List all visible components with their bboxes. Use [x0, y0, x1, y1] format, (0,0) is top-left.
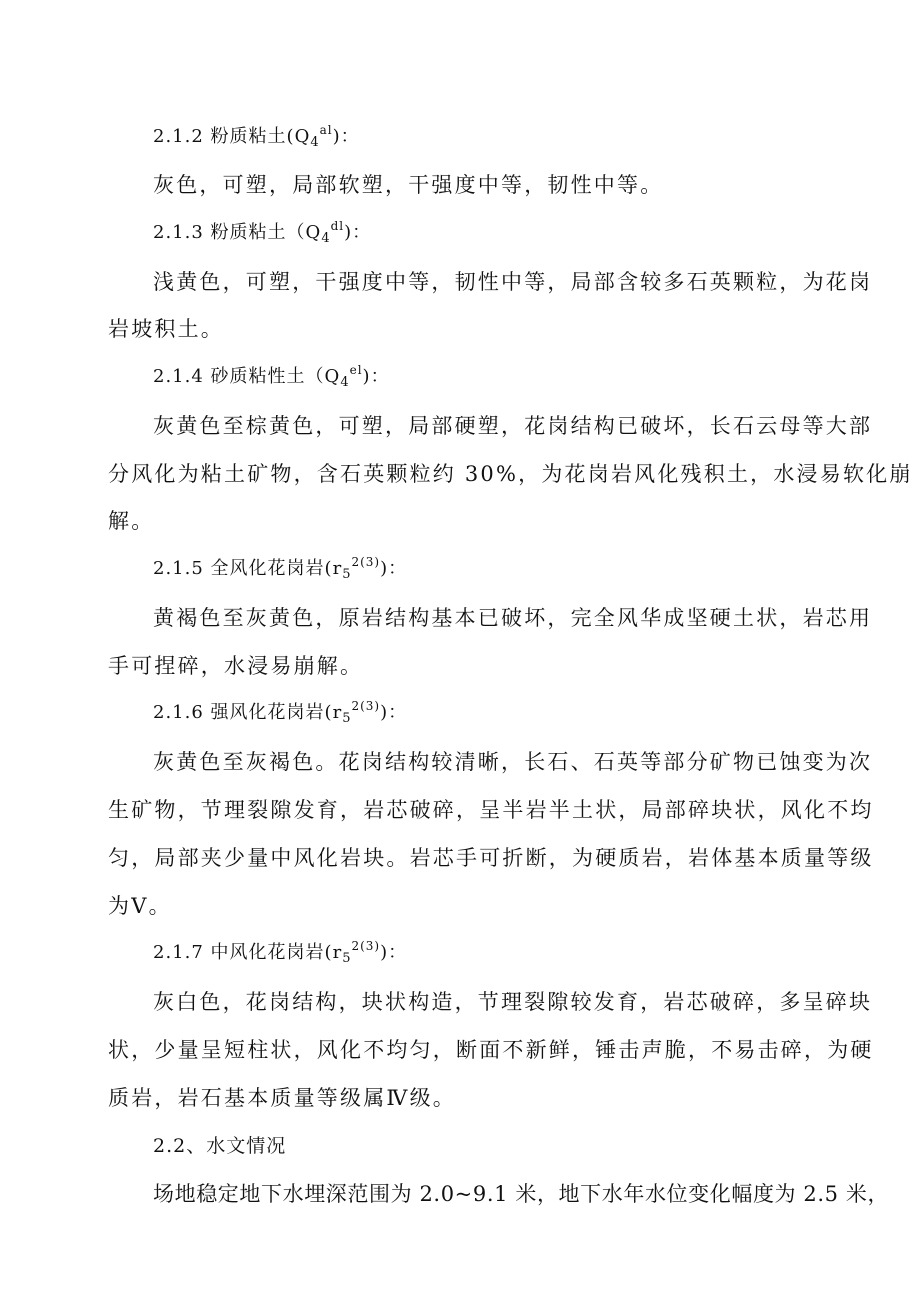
- heading-superscript: 2(3): [351, 555, 381, 569]
- heading-superscript: el: [349, 363, 363, 377]
- heading-number: 2.1.5: [153, 558, 204, 579]
- paragraph-line: 匀，局部夹少量中风化岩块。岩芯手可折断，为硬质岩，岩体基本质量等级: [108, 846, 874, 870]
- paragraph-line: 生矿物，节理裂隙发育，岩芯破碎，呈半岩半土状，局部碎块状，风化不均: [108, 798, 874, 822]
- paragraph-line: 灰色，可塑，局部软塑，干强度中等，韧性中等。: [153, 173, 664, 197]
- paragraph-line: 解。: [108, 509, 155, 533]
- heading-superscript: 2(3): [351, 699, 381, 713]
- heading-subscript: 5: [342, 951, 352, 966]
- heading-title: 粉质粘土(: [210, 126, 295, 147]
- paragraph-line: 灰黄色至灰褐色。花岗结构较清晰，长石、石英等部分矿物已蚀变为次: [153, 750, 873, 774]
- paragraph-line: 浅黄色，可塑，干强度中等，韧性中等，局部含较多石英颗粒，为花岗: [153, 270, 873, 294]
- heading-2-1-4: [153, 362, 390, 390]
- heading-subscript: 5: [342, 711, 352, 726]
- heading-subscript: 4: [340, 375, 350, 390]
- heading-symbol: Q: [294, 126, 311, 147]
- heading-title: 强风化花岗岩(: [210, 702, 333, 723]
- heading-symbol: r: [332, 942, 343, 963]
- heading-number: 2.1.6: [153, 702, 204, 723]
- paragraph-line: 状，少量呈短柱状，风化不均匀，断面不新鲜，锤击声脆，不易击碎，为硬: [108, 1038, 874, 1062]
- heading-number: 2.1.7: [153, 942, 204, 963]
- heading-symbol: r: [332, 702, 343, 723]
- heading-number: 2.1.3: [153, 222, 204, 243]
- heading-number: 2.1.2: [153, 126, 204, 147]
- heading-subscript: 4: [310, 135, 320, 150]
- heading-2-1-6: [153, 698, 407, 726]
- heading-symbol: Q: [305, 222, 322, 243]
- heading-end: )：: [344, 222, 372, 243]
- heading-superscript: dl: [330, 219, 345, 233]
- heading-title: 全风化花岗岩(: [210, 558, 333, 579]
- heading-symbol: Q: [324, 366, 341, 387]
- heading-end: )：: [380, 702, 408, 723]
- paragraph-line: 岩坡积土。: [108, 317, 224, 341]
- heading-end: )：: [362, 366, 390, 387]
- paragraph-line: 为Ⅴ。: [108, 894, 172, 918]
- heading-end: )：: [380, 558, 408, 579]
- heading-title: 中风化花岗岩(: [210, 942, 333, 963]
- heading-number: 2.1.4: [153, 366, 204, 387]
- paragraph-line: 黄褐色至灰黄色，原岩结构基本已破坏，完全风华成坚硬土状，岩芯用: [153, 606, 873, 630]
- heading-superscript: al: [319, 123, 333, 137]
- heading-superscript: 2(3): [351, 939, 381, 953]
- heading-end: )：: [332, 126, 360, 147]
- paragraph-line: 质岩，岩石基本质量等级属Ⅳ级。: [108, 1086, 456, 1110]
- heading-title: 粉质粘土（: [210, 222, 306, 243]
- heading-subscript: 4: [321, 231, 331, 246]
- paragraph-line: 场地稳定地下水埋深范围为 2.0~9.1 米，地下水年水位变化幅度为 2.5 米，: [153, 1182, 890, 1206]
- paragraph-line: 灰黄色至棕黄色，可塑，局部硬塑，花岗结构已破坏，长石云母等大部: [153, 414, 873, 438]
- heading-symbol: r: [332, 558, 343, 579]
- paragraph-line: 灰白色，花岗结构，块状构造，节理裂隙较发育，岩芯破碎，多呈碎块: [153, 990, 873, 1014]
- heading-2-1-7: [153, 938, 407, 966]
- heading-end: )：: [380, 942, 408, 963]
- section-title-2-2: 2.2、水文情况: [153, 1135, 287, 1157]
- heading-title: 砂质粘性土（: [210, 366, 325, 387]
- heading-2-1-5: [153, 554, 407, 582]
- heading-subscript: 5: [342, 567, 352, 582]
- paragraph-line: 分风化为粘土矿物，含石英颗粒约 30%，为花岗岩风化残积土，水浸易软化崩: [108, 462, 913, 486]
- heading-2-1-3: [153, 218, 371, 246]
- heading-2-1-2: [153, 122, 360, 150]
- paragraph-line: 手可捏碎，水浸易崩解。: [108, 654, 364, 678]
